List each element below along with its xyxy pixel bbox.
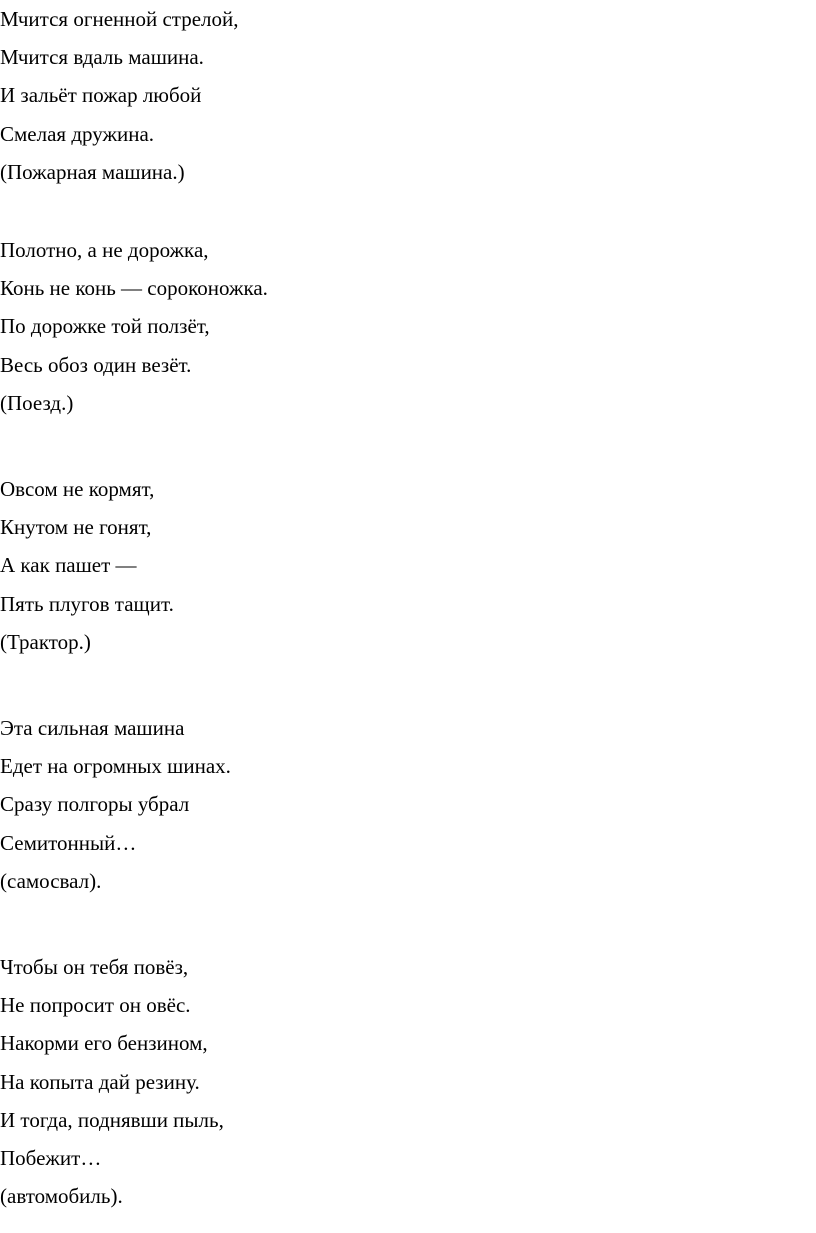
riddle-line: Полотно, а не дорожка, — [0, 238, 209, 262]
riddle-line: Мчится огненной стрелой, — [0, 7, 239, 31]
riddle-line: На копыта дай резину. — [0, 1069, 200, 1094]
riddle-answer: (Поезд.) — [0, 390, 74, 415]
riddle-line: Конь не конь — сороконожка. — [0, 276, 268, 301]
riddle-answer: (Трактор.) — [0, 629, 91, 654]
riddle-line: Кнутом не гонят, — [0, 515, 152, 540]
riddle-line: Едет на огромных шинах. — [0, 754, 231, 779]
riddle-tractor — [0, 470, 174, 661]
riddle-automobile — [0, 948, 224, 1215]
riddle-line: А как пашет — — [0, 553, 137, 578]
riddle-line: Побежит… — [0, 1145, 102, 1170]
riddle-dump-truck — [0, 709, 231, 900]
riddle-line: И зальёт пожар любой — [0, 83, 202, 108]
riddle-line: И тогда, поднявши пыль, — [0, 1107, 224, 1132]
riddle-line: Сразу полгоры убрал — [0, 792, 190, 817]
riddle-line: Мчится вдаль машина. — [0, 45, 204, 70]
riddle-line: Чтобы он тебя повёз, — [0, 955, 189, 979]
riddle-line: Весь обоз один везёт. — [0, 352, 192, 377]
riddle-line: Смелая дружина. — [0, 121, 155, 146]
riddle-line: Семитонный… — [0, 830, 137, 855]
riddle-train — [0, 231, 268, 422]
riddle-fire-engine — [0, 0, 239, 191]
riddle-line: Накорми его бензином, — [0, 1031, 208, 1056]
riddle-line: Эта сильная машина — [0, 716, 185, 740]
riddle-line: По дорожке той ползёт, — [0, 314, 210, 339]
riddle-answer: (автомобиль). — [0, 1184, 123, 1209]
riddle-answer: (самосвал). — [0, 868, 102, 893]
riddle-line: Пять плугов тащит. — [0, 591, 174, 616]
riddle-line: Овсом не кормят, — [0, 477, 155, 501]
riddle-line: Не попросит он овёс. — [0, 993, 191, 1018]
riddle-answer: (Пожарная машина.) — [0, 159, 185, 184]
